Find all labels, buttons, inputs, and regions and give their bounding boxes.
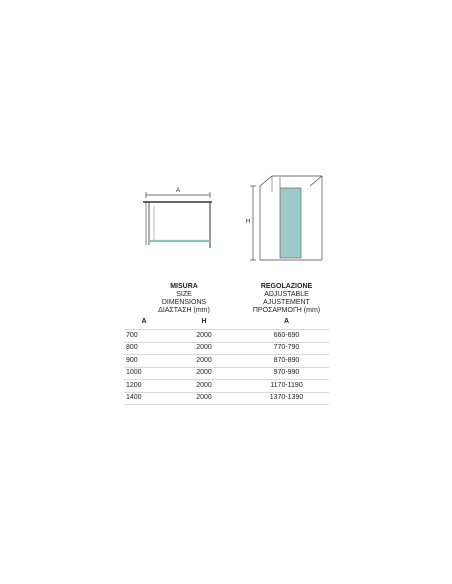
cell-h: 2000 xyxy=(196,381,212,389)
cell-a: 1200 xyxy=(126,381,142,389)
table-row xyxy=(124,368,329,381)
width-label: A xyxy=(175,188,181,194)
cell-adjust: 870-890 xyxy=(273,356,300,364)
cell-a: 700 xyxy=(126,331,138,339)
header-adjust-line: ADJUSTABLE xyxy=(264,291,309,298)
header-size-line: SIZE xyxy=(176,291,192,298)
cell-h: 2000 xyxy=(196,356,212,364)
cell-adjust: 660-690 xyxy=(273,331,300,339)
front-view-diagram xyxy=(242,172,327,267)
cell-h: 2000 xyxy=(196,394,212,402)
cell-a: 900 xyxy=(126,356,138,364)
column-header-h: H xyxy=(201,318,207,325)
column-header-a: A xyxy=(141,318,147,325)
header-adjust xyxy=(244,283,329,315)
cell-h: 2000 xyxy=(196,344,212,352)
top-view-diagram xyxy=(140,182,220,252)
cell-adjust: 1170-1190 xyxy=(270,381,303,389)
header-adjust-line: AJUSTEMENT xyxy=(263,299,310,306)
column-headers xyxy=(124,318,329,326)
header-size-title: MISURA xyxy=(170,283,198,290)
header-adjust-line: ΠΡΟΣΑΡΜΟΓΗ (mm) xyxy=(252,307,321,314)
cell-a: 1400 xyxy=(126,394,142,402)
cell-adjust: 1370-1390 xyxy=(269,394,304,402)
size-table xyxy=(124,283,329,405)
cell-h: 2000 xyxy=(196,331,212,339)
table-row xyxy=(124,355,329,368)
cell-adjust: 970-990 xyxy=(273,369,300,377)
height-label: H xyxy=(245,219,251,225)
cell-adjust: 770-790 xyxy=(273,344,300,352)
table-body xyxy=(124,329,329,405)
header-size xyxy=(124,283,244,315)
cell-h: 2000 xyxy=(196,369,212,377)
glass-panel-front xyxy=(280,188,301,258)
table-row xyxy=(124,380,329,393)
header-adjust-title: REGOLAZIONE xyxy=(260,283,313,290)
table-header xyxy=(124,283,329,315)
table-row xyxy=(124,393,329,406)
header-size-line: ΔΙΑΣΤΑΣΗ (mm) xyxy=(158,307,210,314)
column-header-adjust-a: A xyxy=(283,318,290,325)
cell-a: 800 xyxy=(126,344,138,352)
table-row xyxy=(124,343,329,356)
header-size-line: DIMENSIONS xyxy=(161,299,207,306)
cell-a: 1000 xyxy=(126,369,142,377)
table-row xyxy=(124,330,329,343)
